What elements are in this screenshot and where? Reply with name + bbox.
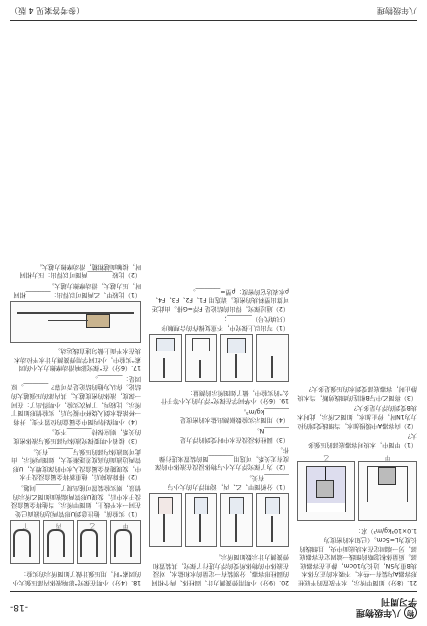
figure-spring-scale-2 (221, 493, 254, 547)
figure-spring-scale-3 (185, 493, 218, 547)
beaker-saltwater-shape (158, 497, 173, 514)
header-logo (356, 595, 417, 619)
column-right (10, 24, 141, 586)
figure-spring-scale-4 (149, 493, 182, 547)
figure-caption-b: 乙 (323, 454, 330, 461)
question-18-stem: 18.（4分）小明在探究“影响液体内部压强大小的因素”时，用压强计做了如图所示的实验： (12, 570, 141, 586)
question-20-part-4: （4）用图示实验数据测出盐水的密度是________kg/m³。 (179, 407, 289, 424)
figure-row-q18 (10, 517, 141, 567)
u-tube-shape (81, 529, 99, 557)
beaker-shape (230, 497, 245, 514)
question-21-part-1: （1）甲图中，木块对容器底部的压强多大？ (307, 432, 417, 448)
footer-site: 八年级物理 (377, 6, 417, 16)
table-surface-shape (17, 312, 134, 314)
figure-u-tube-c (44, 520, 75, 564)
floating-block-shape (317, 480, 335, 498)
figure-u-tube-d (10, 520, 41, 564)
spring-scale-shape (235, 512, 237, 542)
figure-container-a (359, 454, 418, 521)
figure-overflow-3 (185, 334, 218, 382)
question-19-stem: 19.（6分）小华同学在探究“浮力的大小等于什么”的实验中，做了如图所示的测量： (160, 388, 289, 405)
spring-scale-shape (271, 356, 273, 378)
wood-block-shape (86, 314, 110, 328)
question-18-part-3: （3）接着小明要探究液体内部压强与液体密度的关系，则应保持________不变。 (13, 428, 141, 445)
string-shape (326, 467, 327, 480)
beaker-shape (194, 497, 209, 514)
question-20-stem: 20.（9分）小明用弹簧测力计、圆柱体、两个相同的圆柱形容器，分别装有一定量的水和盐水，对浸在液体中的物体所受的浮力进行了探究，其装置和弹簧测力计示数如图所示。 (151, 553, 289, 586)
figure-friction-setup (10, 301, 141, 343)
logo-emblem-icon: 物 (404, 606, 417, 619)
question-18-part-1: （1）实验前，他注意到U形管两边的液面已处在同一水平线上，如图甲所示。当他将金属盒浸没于水中后，发现U形管两端液面如图乙所示的情景，则实验装置可能出现了________问题。 (11, 484, 141, 517)
page-footer (10, 2, 417, 21)
figure-overflow-2 (221, 334, 254, 382)
beaker-shape (265, 497, 280, 514)
figure-row-q20 (149, 490, 289, 550)
spring-scale-shape (199, 360, 201, 378)
question-19-part-2: （2）通过探究，得出的结论是 F浮=G排。由此还可算出塑料块的密度。请选用 F1、F2、F3、F4、ρ水表达它的密度：ρ塑=________。 (151, 287, 289, 312)
figure-caption-c: 丙 (56, 522, 62, 529)
spring-scale-shape (235, 354, 237, 378)
question-17-part-2: （2）比较________两图可以得出：压力相同时，接触面越粗糙，滑动摩擦力越大。 (19, 262, 141, 279)
figure-u-tube-a (111, 520, 142, 564)
u-tube-shape (47, 529, 65, 557)
question-21-stem: 21.（8分）如图甲所示，水平放置的平底柱形容器A内装有一些水，不吸水的正方体木块B重为5N，边长为10cm，静止在容器底部。质量体积忽略的细线一端固定在容器底部，另一端固定在木块底面中央，且细线的长度为L=5cm。（已知水的密度为1.0×10³kg/m³）求： (298, 527, 417, 586)
figure-caption-a: 甲 (385, 454, 391, 461)
column-middle (149, 24, 289, 586)
header-title: 学习周刊 (380, 596, 417, 606)
figure-caption-a: 甲 (123, 522, 129, 529)
question-18-part-2: （2）排除故障后，他重新将金属盒浸没于水中，发现随着金属盒没入水中的深度增大，U形管两边液面的高度差逐渐变大，如图丙所示，由此可知液体内部的压强与________有关。 (11, 447, 141, 481)
question-18-part-4: （4）小明保持丙图中金属盒的位置不变，并将一杯浓盐水倒入烧杯中搅匀后，实验情形如图丁所示。比较丙、丁两次实验，小明得出了：在同一深度，液体的密度越大，其内部的压强越大的结论。你认为他的结论是否可靠？________。原因是：________。 (11, 374, 141, 425)
figure-caption-b: 乙 (89, 522, 96, 529)
u-tube-shape (114, 529, 132, 557)
footer-answer-ref: （参考答案见 4 版） (10, 6, 85, 16)
question-19-part-1: （1）写出以上探究中，不重复操作的合理顺序（只填代号）________； (161, 315, 289, 332)
column-left (297, 24, 417, 586)
spring-scale-shape (48, 320, 88, 321)
figure-caption-d: 丁 (22, 522, 29, 529)
figure-overflow-4 (149, 334, 182, 382)
filled-cup-shape (156, 338, 175, 351)
header-logo-text: 八年级物理 (355, 607, 401, 617)
empty-cup-shape (192, 338, 211, 351)
question-21-part-2: （2）向容器A中缓慢加水，当细线受到的拉力为1N时，停止加水，如图乙所示，此时木块B受到的浮力是多大？ (297, 404, 417, 429)
page-header (10, 591, 417, 622)
figure-container-b (297, 454, 356, 521)
question-20-part-3: （3）圆柱体浸没在水中时受到的浮力是________N。 (179, 427, 289, 443)
figure-spring-scale-1 (256, 493, 289, 547)
spring-scale-shape (163, 358, 165, 378)
figure-row-q19 (149, 331, 289, 385)
question-20-part-1: （1）分析图甲、乙、丙，说明浮力的大小与________有关。 (167, 474, 289, 490)
spring-scale-shape (271, 516, 273, 542)
question-17-part-1: （1）比较甲、乙两图可以得出：________相同时，压力越大，滑动摩擦力越大。 (13, 281, 141, 298)
figure-overflow-1 (256, 334, 289, 382)
figure-u-tube-b (77, 520, 108, 564)
question-20-part-2: （2）为了探究浮力大小与物体浸没在液体中的深度有无关系，可选用________图的装置来进行操作。 (155, 446, 289, 471)
question-17-stem: 17.（6分）在“探究影响滑动摩擦力大小的因素”实验中，小红同学用弹簧测力计水平拉动木块在水平面上做匀速直线运动。 (14, 347, 141, 372)
page-number: -18- (10, 602, 28, 612)
overflow-cup-shape (228, 338, 247, 353)
wood-block-shape (378, 467, 396, 485)
question-21-part-3: （3）将图乙中与B相连的细线剪断，当木块静止时，容器底部受到水的压强是多大？ (297, 385, 417, 401)
u-tube-shape (14, 529, 32, 557)
figure-row-q21 (297, 454, 417, 524)
